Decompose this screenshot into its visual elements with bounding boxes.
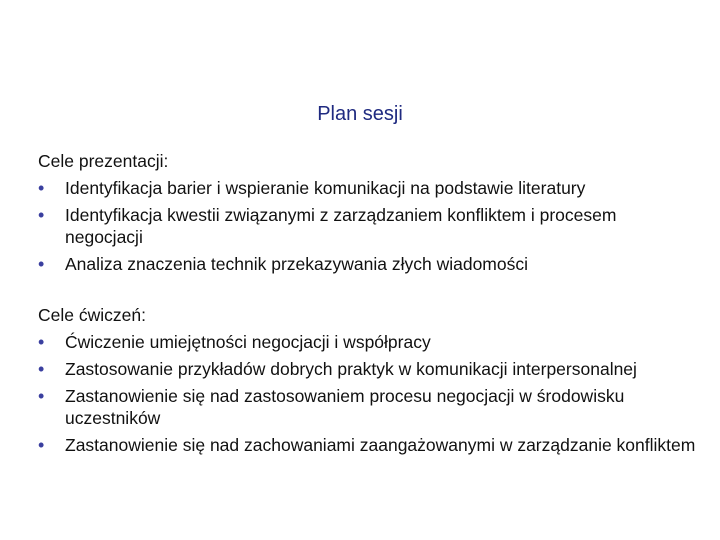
bullet-icon: • [38, 178, 45, 198]
slide-content [38, 150, 698, 456]
list-item [38, 177, 698, 199]
bullet-icon: • [38, 386, 45, 406]
list-item-text: Zastanowienie się nad zachowaniami zaangażowanymi w zarządzanie konfliktem [65, 435, 696, 455]
list-item [38, 331, 698, 353]
slide-title: Plan sesji [317, 103, 403, 125]
list-item [38, 253, 698, 275]
bullet-icon: • [38, 332, 45, 352]
list-item-text: Ćwiczenie umiejętności negocjacji i współpracy [65, 332, 431, 352]
bullet-list [38, 177, 698, 275]
list-item-text: Zastanowienie się nad zastosowaniem procesu negocjacji w środowisku uczestników [65, 386, 625, 428]
bullet-icon: • [38, 435, 45, 455]
list-item-text: Zastosowanie przykładów dobrych praktyk w komunikacji interpersonalnej [65, 359, 637, 379]
list-item [38, 204, 698, 248]
bullet-icon: • [38, 359, 45, 379]
section-heading: Cele prezentacji: [38, 151, 169, 171]
list-item [38, 385, 698, 429]
section-heading: Cele ćwiczeń: [38, 305, 146, 325]
bullet-icon: • [38, 205, 45, 225]
list-item-text: Analiza znaczenia technik przekazywania złych wiadomości [65, 254, 528, 274]
section-exercise-goals [38, 304, 698, 456]
list-item-text: Identyfikacja barier i wspieranie komunikacji na podstawie literatury [65, 178, 586, 198]
list-item [38, 358, 698, 380]
bullet-list [38, 331, 698, 456]
list-item [38, 434, 698, 456]
bullet-icon: • [38, 254, 45, 274]
list-item-text: Identyfikacja kwestii związanymi z zarządzaniem konfliktem i procesem negocjacji [65, 205, 617, 247]
section-presentation-goals [38, 150, 698, 275]
